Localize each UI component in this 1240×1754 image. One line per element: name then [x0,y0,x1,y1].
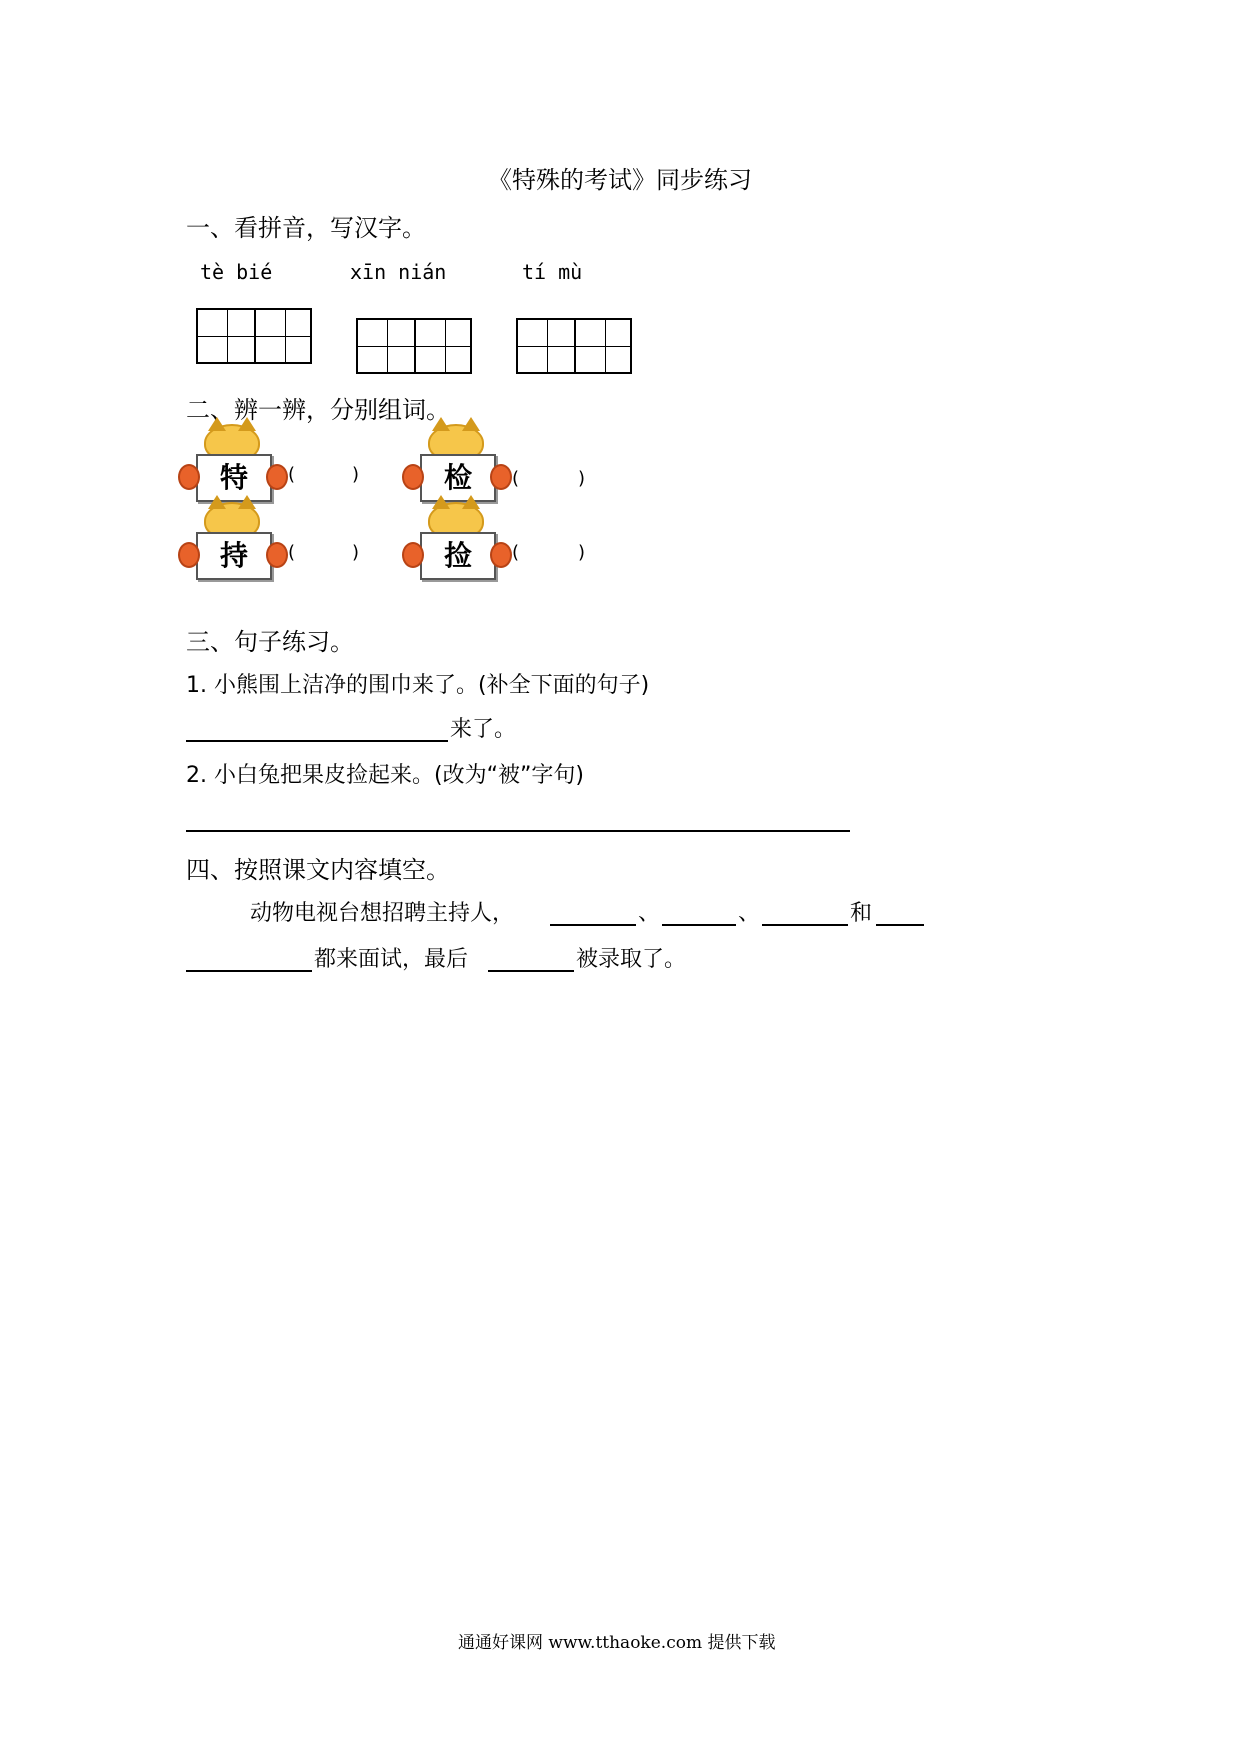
footer-credit: 通通好课网 www.tthaoke.com 提供下载 [458,1633,776,1653]
fill-line2-mid: 都来面试，最后 [314,947,469,972]
paw-icon [266,542,288,568]
paw-icon [402,542,424,568]
question-1-tail: 来了。 [450,717,517,742]
cat-card-jian [400,424,512,514]
question-2: 2. 小白兔把果皮捡起来。(改为“被”字句) [186,763,584,788]
cat-card-te [176,424,288,514]
answer-line-q1[interactable] [186,740,448,742]
paren-open: ( [512,542,520,563]
section1-heading: 一、看拼音，写汉字。 [186,214,426,242]
paw-icon [178,464,200,490]
pinyin-1: tè bié [200,260,273,284]
paren-close: ) [352,464,360,485]
paren-close: ) [578,542,586,563]
card-char: 持 [196,532,272,580]
blank-3[interactable] [762,924,848,926]
separator-2: 、 [738,901,761,926]
paren-open: ( [288,542,296,563]
blank-4a[interactable] [876,924,924,926]
paren-close: ) [578,468,586,489]
card-char: 捡 [420,532,496,580]
cat-card-jian2 [400,502,512,592]
paren-open: ( [512,468,520,489]
card-char: 特 [196,454,272,502]
blank-1[interactable] [550,924,636,926]
paw-icon [178,542,200,568]
writing-grid-2[interactable] [356,318,472,374]
pinyin-3: tí mù [522,260,583,284]
paren-open: ( [288,464,296,485]
and-word: 和 [850,901,873,926]
fill-line2-end: 被录取了。 [576,947,687,972]
answer-line-q2[interactable] [186,830,850,832]
paw-icon [490,464,512,490]
blank-2[interactable] [662,924,736,926]
blank-5[interactable] [488,970,574,972]
paw-icon [402,464,424,490]
writing-grid-3[interactable] [516,318,632,374]
paw-icon [490,542,512,568]
paren-close: ) [352,542,360,563]
card-char: 检 [420,454,496,502]
separator-1: 、 [638,901,661,926]
section3-heading: 三、句子练习。 [186,628,354,656]
section2-heading: 二、辨一辨，分别组词。 [186,396,450,424]
blank-4b[interactable] [186,970,312,972]
section4-heading: 四、按照课文内容填空。 [186,856,450,884]
question-1: 1. 小熊围上洁净的围巾来了。(补全下面的句子) [186,673,650,698]
writing-grid-1[interactable] [196,308,312,364]
pinyin-2: xīn nián [350,260,447,284]
cat-card-chi [176,502,288,592]
page-title: 《特殊的考试》同步练习 [488,166,752,194]
fill-line1-prefix: 动物电视台想招聘主持人， [250,901,515,926]
paw-icon [266,464,288,490]
